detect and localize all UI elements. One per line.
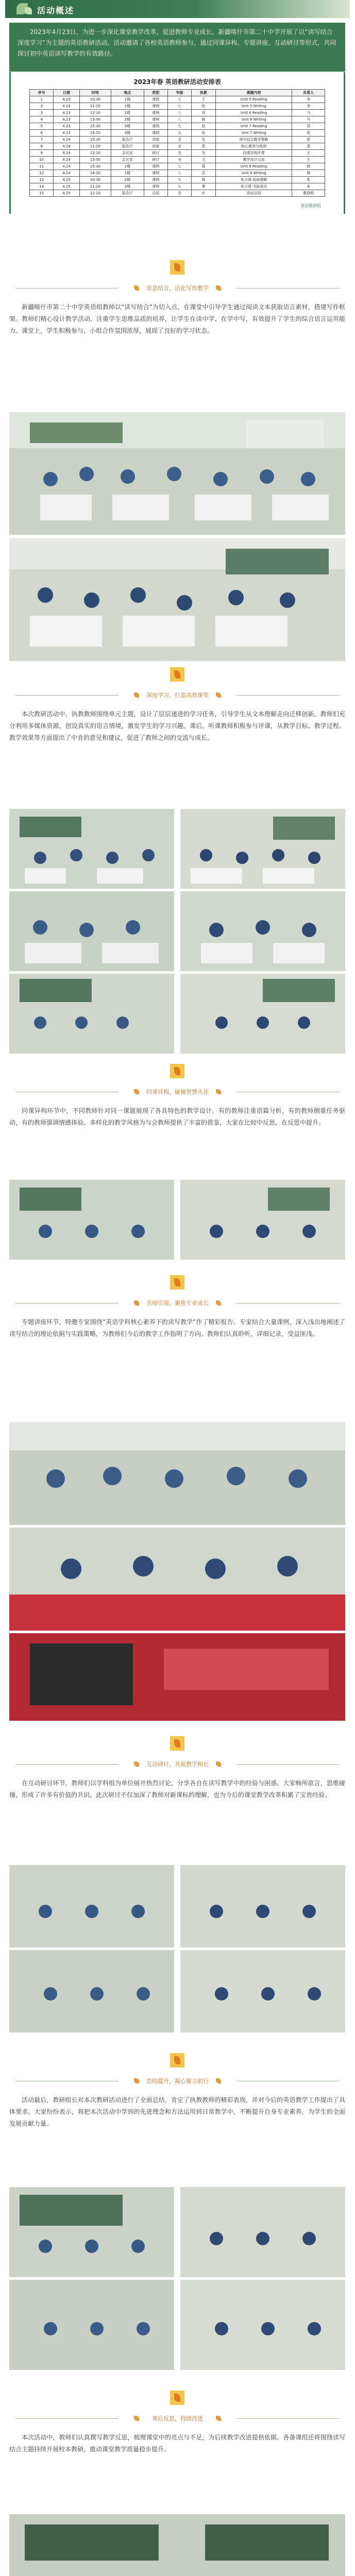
table-row: [30, 143, 325, 150]
table-cell: 王: [192, 96, 215, 103]
table-cell: 许: [192, 190, 215, 197]
table-cell: 12:10: [79, 150, 111, 157]
table-row: [30, 137, 325, 143]
table-cell: 4.24: [54, 157, 79, 163]
table-cell: 朱: [292, 177, 325, 183]
table-cell: 周: [292, 130, 325, 137]
table-cell: 3楼: [111, 123, 144, 130]
table-cell: 张: [192, 103, 215, 110]
table-cell: 李: [292, 96, 325, 103]
table-cell: 课例: [144, 170, 167, 177]
table-row: [30, 190, 325, 197]
table-cell: 孙: [192, 130, 215, 137]
table-cell: 13:00: [79, 157, 111, 163]
table-cell: 4.23: [54, 123, 79, 130]
table-header-cell: 负责人: [292, 90, 325, 96]
table-cell: 蒋: [192, 163, 215, 170]
table-cell: 10: [30, 157, 54, 163]
table-cell: 4.25: [54, 190, 79, 197]
table-cell: 刘: [192, 110, 215, 116]
table-cell: 13:00: [79, 116, 111, 123]
section-text: 专题讲座环节，特邀专家围绕“英语学科核心素养下的读写教学”作了精彩报告。专家结合大量课例，深入浅出地阐述了读写结合的理论依据与实践策略，为教师们今后的教学工作指明了方向。教师们认真聆听，详细记录，受益匪浅。: [9, 1318, 345, 1337]
section-header: [5, 2409, 350, 2429]
table-header-row: [30, 90, 325, 96]
table-cell: 15:30: [79, 163, 111, 170]
classroom-photo: [9, 1180, 174, 1260]
table-row: [30, 96, 325, 103]
table-row: [30, 170, 325, 177]
table-cell: 4.24: [54, 143, 79, 150]
table-cell: 7: [30, 137, 54, 143]
leaf-icon: [134, 692, 139, 698]
section-header: [5, 1293, 350, 1314]
leaf-badge-icon: [170, 2391, 184, 2405]
table-cell: 郑: [292, 143, 325, 150]
table-cell: 会议室: [111, 157, 144, 163]
table-cell: 九: [167, 177, 191, 183]
leaf-icon: [216, 2416, 221, 2421]
section-title: 名师引领，聚焦专业成长: [142, 1299, 213, 1307]
table-cell: 2楼: [111, 183, 144, 190]
table-cell: 3: [30, 110, 54, 116]
table-cell: Unit 6 Writing: [215, 116, 292, 123]
table-cell: 课例: [144, 130, 167, 137]
table-cell: 14: [30, 183, 54, 190]
table-cell: 1楼: [111, 163, 144, 170]
table-cell: 王: [292, 150, 325, 157]
table-row: [30, 110, 325, 116]
table-cell: 七: [167, 163, 191, 170]
table-cell: 吴: [192, 137, 215, 143]
classroom-photo: [180, 891, 345, 971]
leaf-icon: [134, 1300, 139, 1306]
classroom-photo: [9, 1633, 345, 1721]
table-cell: 研讨: [144, 157, 167, 163]
classroom-photo: [180, 2280, 345, 2370]
table-cell: 16:20: [79, 130, 111, 137]
table-row: [30, 130, 325, 137]
section-header: [5, 278, 350, 299]
table-cell: 2: [30, 103, 54, 110]
table-row: [30, 150, 325, 157]
table-header-cell: 时间: [79, 90, 111, 96]
table-cell: 9: [30, 150, 54, 157]
table-cell: Unit 7 Reading: [215, 123, 292, 130]
table-row: [30, 157, 325, 163]
table-cell: 4.24: [54, 163, 79, 170]
table-cell: 4.23: [54, 116, 79, 123]
table-cell: 12:10: [79, 110, 111, 116]
table-cell: 秦: [192, 183, 215, 190]
table-cell: 课例: [144, 116, 167, 123]
table-cell: 报告厅: [111, 190, 144, 197]
section-title: 读思结合，活化写作教学: [142, 284, 213, 292]
table-row: [30, 123, 325, 130]
table-cell: 课例: [144, 177, 167, 183]
table-cell: 马: [292, 116, 325, 123]
table-cell: 韩: [292, 163, 325, 170]
table-cell: 王: [292, 157, 325, 163]
leaf-icon: [134, 2078, 139, 2083]
table-cell: 2楼: [111, 116, 144, 123]
leaf-icon: [216, 1089, 221, 1094]
table-cell: 郑: [192, 143, 215, 150]
table-cell: 12:10: [79, 190, 111, 197]
section-title: 同课异构，碰撞智慧火花: [142, 1088, 213, 1096]
table-cell: 1楼: [111, 103, 144, 110]
classroom-photo: [9, 412, 345, 535]
intro-text: 2023年4月23日，为进一步深化课堂教学改革，促进教师专业成长，新疆喀什市第二十中学开展了以“读写结合 深度学习”为主题的英语教研活动。活动邀请了各校英语教师参与，通过同课异构、专题讲座、互动研讨等形式，共同探讨初中英语读写教学的有效路径。: [9, 23, 345, 72]
leaf-badge-icon: [170, 260, 184, 275]
table-cell: 会议室: [111, 150, 144, 157]
table-cell: 4.25: [54, 183, 79, 190]
leaf-icon: [216, 1300, 221, 1306]
table-cell: 11:20: [79, 143, 111, 150]
classroom-photo: [9, 1950, 174, 2032]
leaf-badge-icon: [170, 1736, 184, 1751]
section-text: 同课异构环节中，不同教师针对同一课题展现了各具特色的教学设计。有的教师注重语篇分析，有的教师侧重任务驱动，有的教师强调情感体验。多样化的教学风格为与会教师提供了丰富的借鉴，大家在比较中反思，在反思中提升。: [9, 1107, 345, 1126]
section-title: 课后反思，持续改进: [148, 2414, 207, 2422]
table-row: [30, 163, 325, 170]
header-title: 活动概述: [37, 6, 75, 15]
table-cell: 16:20: [79, 170, 111, 177]
table-cell: 全: [167, 150, 191, 157]
table-header-cell: 年级: [167, 90, 191, 96]
table-cell: 教研组: [292, 190, 325, 197]
table-cell: 4: [30, 116, 54, 123]
leaf-icon: [25, 7, 32, 14]
table-cell: 七: [167, 96, 191, 103]
section-text: 本次活动中，教师们认真撰写教学反思，梳理课堂中的亮点与不足，为后续教学改进提供依据。各备课组还将围绕读写结合主题持续开展校本教研，推动课堂教学质量稳步提升。: [9, 2434, 345, 2453]
classroom-photo: [9, 2514, 345, 2576]
table-header-cell: 类型: [144, 90, 167, 96]
table-cell: 4.23: [54, 130, 79, 137]
classroom-photo: [180, 1950, 345, 2032]
table-cell: 12: [30, 170, 54, 177]
classroom-photo: [9, 1865, 174, 1947]
leaf-badge-icon: [170, 2053, 184, 2067]
table-cell: 2楼: [111, 177, 144, 183]
table-cell: 九: [167, 130, 191, 137]
table-cell: 全: [167, 137, 191, 143]
table-cell: 课例: [144, 123, 167, 130]
table-cell: 复习课 阅读理解: [215, 177, 292, 183]
table-cell: 研讨: [144, 150, 167, 157]
classroom-photo: [9, 1528, 345, 1631]
table-cell: 朱: [292, 183, 325, 190]
table-header-cell: 序号: [30, 90, 54, 96]
classroom-photo: [180, 1180, 345, 1260]
table-cell: 全: [167, 157, 191, 163]
section-title: 互动研讨，共促教学相长: [142, 1760, 213, 1768]
table-row: [30, 177, 325, 183]
section-header: [5, 1754, 350, 1775]
table-cell: 赵: [192, 123, 215, 130]
table-cell: 报告厅: [111, 137, 144, 143]
table-cell: 课例: [144, 103, 167, 110]
table-cell: Unit 5 Reading: [215, 96, 292, 103]
table-cell: 全: [167, 190, 191, 197]
leaf-badge-icon: [170, 1064, 184, 1078]
table-cell: 13: [30, 177, 54, 183]
table-cell: 4.24: [54, 137, 79, 143]
schedule-note: 英语教研组: [300, 204, 321, 208]
leaf-icon: [134, 1761, 139, 1767]
table-header-cell: 地点: [111, 90, 144, 96]
table-cell: 九: [167, 183, 191, 190]
table-cell: 1楼: [111, 96, 144, 103]
table-cell: 冯: [192, 150, 215, 157]
section-text: 新疆喀什市第二十中学英语组教师以“读写结合”为切入点，在课堂中引导学生通过阅读文本获取语言素材，搭建写作框架。教师们精心设计教学活动，注重学生思维品质的培养，让学生在读中学、在学中写，有效提升了学生的综合语言运用能力。课堂上，学生积极参与，小组合作氛围浓厚，展现了良好的学习状态。: [9, 303, 345, 334]
table-cell: 11:20: [79, 183, 111, 190]
table-cell: 马: [292, 110, 325, 116]
table-cell: 活动总结: [215, 190, 292, 197]
table-row: [30, 183, 325, 190]
table-cell: 课例: [144, 183, 167, 190]
leaf-icon: [216, 1761, 221, 1767]
table-cell: 4.24: [54, 150, 79, 157]
table-cell: 八: [167, 170, 191, 177]
table-cell: 10:30: [79, 177, 111, 183]
table-cell: 10:30: [79, 137, 111, 143]
table-cell: Unit 8 Reading: [215, 163, 292, 170]
section-header: [5, 2071, 350, 2092]
leaf-icon: [134, 1089, 139, 1094]
table-cell: 1楼: [111, 170, 144, 177]
table-cell: 2楼: [111, 110, 144, 116]
leaf-icon: [134, 285, 139, 291]
table-cell: 4.24: [54, 170, 79, 177]
table-cell: 4.23: [54, 103, 79, 110]
table-cell: 课例: [144, 96, 167, 103]
table-cell: 报告厅: [111, 143, 144, 150]
leaf-icon: [216, 2078, 221, 2083]
table-cell: 3楼: [111, 130, 144, 137]
table-cell: 4.23: [54, 96, 79, 103]
table-cell: 4.23: [54, 110, 79, 116]
section-text: 本次教研活动中，执教教师围绕单元主题，设计了层层递进的学习任务，引导学生从文本理解走向迁移创新。教师们充分利用多媒体资源，创设真实的语言情境，激发学生的学习兴趣。课后，听课教师积极参与评课，从教学目标、教学过程、教学效果等方面提出了中肯的意见和建议，促进了教师之间的交流与成长。: [9, 710, 345, 741]
schedule-table-card: [9, 72, 345, 214]
table-cell: 总结: [144, 190, 167, 197]
table-header-cell: 课题内容: [215, 90, 292, 96]
table-cell: 七: [167, 103, 191, 110]
table-cell: Unit 5 Writing: [215, 103, 292, 110]
table-cell: 郑: [292, 137, 325, 143]
schedule-title: 2023年春 英语教研活动安排表: [133, 78, 221, 86]
leaf-icon: [216, 285, 221, 291]
table-cell: 卫: [192, 157, 215, 163]
table-cell: 周: [292, 123, 325, 130]
table-cell: 复习课 书面表达: [215, 183, 292, 190]
classroom-photo: [9, 974, 174, 1054]
table-cell: 杨: [192, 177, 215, 183]
table-cell: 课例: [144, 163, 167, 170]
leaf-icon: [134, 2416, 139, 2421]
table-cell: 10:30: [79, 96, 111, 103]
table-cell: 11: [30, 163, 54, 170]
table-cell: Unit 8 Writing: [215, 170, 292, 177]
classroom-photo: [180, 809, 345, 889]
classroom-photo: [9, 1422, 345, 1525]
table-cell: 15: [30, 190, 54, 197]
table-cell: 韩: [292, 170, 325, 177]
section-title: 总结提升，凝心聚力前行: [142, 2077, 213, 2085]
classroom-photo: [9, 538, 345, 661]
schedule-table: [29, 89, 325, 197]
leaf-icon: [216, 692, 221, 698]
classroom-photo: [9, 2187, 174, 2277]
table-cell: 11:20: [79, 103, 111, 110]
classroom-photo: [9, 891, 174, 971]
table-cell: 沈: [192, 170, 215, 177]
table-cell: 八: [167, 116, 191, 123]
table-row: [30, 116, 325, 123]
table-cell: 李: [292, 103, 325, 110]
table-cell: 教学设计交流: [215, 157, 292, 163]
table-cell: 15:30: [79, 123, 111, 130]
section-title: 深度学习，打造高效课堂: [142, 691, 213, 699]
section-text: 在互动研讨环节，教师们以学科组为单位展开热烈讨论，分享各自在读写教学中的经验与困惑。大家畅所欲言，思维碰撞，形成了许多有价值的共识。此次研讨不仅加深了教师对新课标的理解，也为今后的课堂教学改革积累了宝贵经验。: [9, 1780, 345, 1799]
table-cell: 5: [30, 123, 54, 130]
table-cell: 读写结合教学策略: [215, 137, 292, 143]
leaf-badge-icon: [170, 1275, 184, 1290]
classroom-photo: [180, 2187, 345, 2277]
classroom-photo: [9, 809, 174, 889]
table-cell: 讲座: [144, 137, 167, 143]
table-header-cell: 日期: [54, 90, 79, 96]
table-cell: 8: [30, 143, 54, 150]
table-cell: 全: [167, 143, 191, 150]
table-row: [30, 103, 325, 110]
table-cell: 八: [167, 110, 191, 116]
table-cell: 同课异构评课: [215, 150, 292, 157]
table-cell: 讲座: [144, 143, 167, 150]
table-cell: 陈: [192, 116, 215, 123]
table-header-cell: 执教: [192, 90, 215, 96]
classroom-photo: [9, 2280, 174, 2370]
table-cell: 核心素养与阅读: [215, 143, 292, 150]
section-text: 活动最后，教研组长对本次教研活动进行了全面总结，肯定了执教教师的精彩表现，并对今后的英语教学工作提出了具体要求。大家纷纷表示，将把本次活动中学到的先进理念和方法运用到日常教学中，不断提升自身专业素养，为学生的全面发展贡献力量。: [9, 2096, 345, 2127]
table-cell: 6: [30, 130, 54, 137]
table-cell: 九: [167, 123, 191, 130]
table-cell: Unit 7 Writing: [215, 130, 292, 137]
section-header: [5, 1082, 350, 1103]
table-cell: 课例: [144, 110, 167, 116]
table-cell: Unit 6 Reading: [215, 110, 292, 116]
section-header: [5, 685, 350, 706]
classroom-photo: [180, 1865, 345, 1947]
table-cell: 1: [30, 96, 54, 103]
classroom-photo: [180, 974, 345, 1054]
header-banner: [5, 0, 350, 18]
table-cell: 4.25: [54, 177, 79, 183]
leaf-badge-icon: [170, 667, 184, 682]
